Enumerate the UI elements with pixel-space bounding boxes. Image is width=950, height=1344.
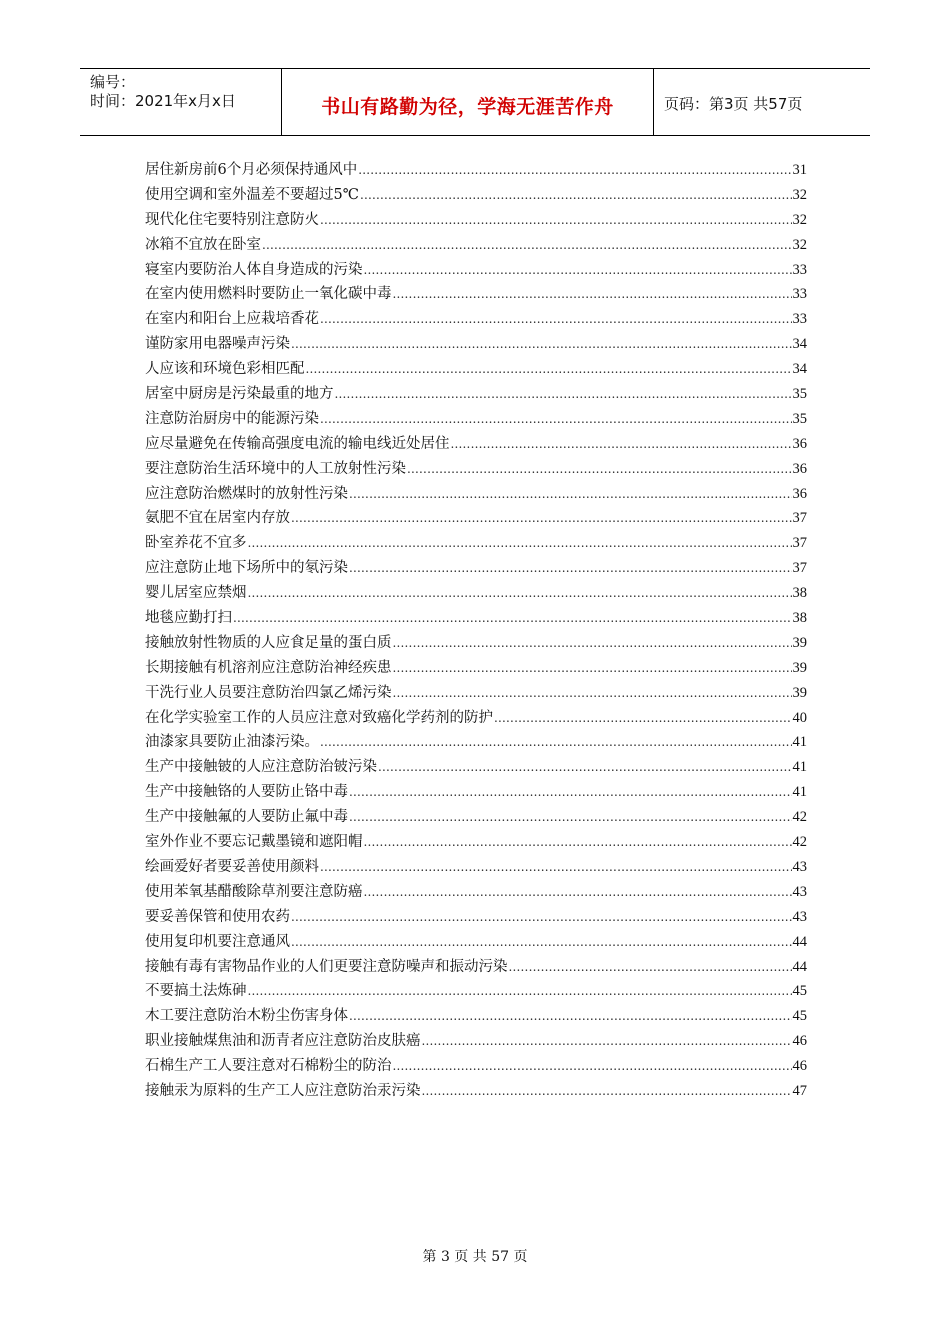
toc-leader-dots	[364, 830, 792, 855]
toc-entry-title: 注意防治厨房中的能源污染	[145, 410, 319, 427]
toc-entry-page: 45	[792, 983, 807, 1000]
toc-entry-page: 32	[792, 186, 807, 203]
toc-entry-page: 41	[792, 759, 807, 776]
toc-entry-title: 居住新房前6个月必须保持通风中	[145, 162, 358, 178]
toc-entry[interactable]	[145, 855, 807, 880]
toc-entry[interactable]	[145, 233, 807, 258]
toc-leader-dots	[349, 482, 792, 507]
toc-entry-page: 32	[792, 236, 807, 253]
toc-entry[interactable]	[145, 432, 807, 457]
toc-entry-title: 生产中接触铍的人应注意防治铍污染	[145, 759, 377, 776]
toc-entry-page: 37	[792, 560, 807, 577]
toc-leader-dots	[248, 581, 792, 606]
toc-entry-title: 使用复印机要注意通风	[145, 933, 290, 950]
toc-leader-dots	[360, 183, 792, 208]
toc-entry-page: 33	[792, 286, 807, 303]
toc-leader-dots	[320, 730, 792, 755]
toc-entry-page: 44	[792, 933, 807, 950]
toc-entry[interactable]	[145, 606, 807, 631]
toc-entry-page: 42	[792, 809, 807, 826]
toc-entry[interactable]	[145, 282, 807, 307]
toc-entry-title: 干洗行业人员要注意防治四氯乙烯污染	[145, 684, 392, 701]
toc-entry-title: 在室内使用燃料时要防止一氧化碳中毒	[145, 286, 392, 303]
toc-entry-title: 地毯应勤打扫	[145, 610, 232, 627]
toc-leader-dots	[349, 1004, 792, 1029]
toc-leader-dots	[451, 432, 792, 457]
toc-leader-dots	[262, 233, 792, 258]
toc-leader-dots	[349, 780, 792, 805]
header-motto: 书山有路勤为径，学海无涯苦作舟	[282, 69, 654, 135]
toc-entry-title: 不要搞土法炼砷	[145, 983, 247, 1000]
toc-leader-dots	[291, 930, 792, 955]
toc-entry[interactable]	[145, 457, 807, 482]
toc-leader-dots	[393, 1054, 792, 1079]
toc-leader-dots	[248, 979, 792, 1004]
toc-entry-title: 应注意防治燃煤时的放射性污染	[145, 485, 348, 502]
toc-entry-title: 要注意防治生活环境中的人工放射性污染	[145, 460, 406, 477]
toc-entry[interactable]	[145, 357, 807, 382]
toc-entry[interactable]	[145, 208, 807, 233]
toc-entry-title: 应注意防止地下场所中的氡污染	[145, 560, 348, 577]
toc-entry-title: 生产中接触铬的人要防止铬中毒	[145, 784, 348, 801]
toc-entry-page: 36	[792, 460, 807, 477]
toc-entry-title: 冰箱不宜放在卧室	[145, 236, 261, 253]
toc-entry-title: 接触有毒有害物品作业的人们更要注意防噪声和振动污染	[145, 958, 508, 975]
toc-entry-title: 氨肥不宜在居室内存放	[145, 510, 290, 527]
toc-leader-dots	[233, 606, 792, 631]
toc-entry-page: 41	[792, 734, 807, 751]
toc-entry-page: 43	[792, 858, 807, 875]
toc-leader-dots	[320, 307, 792, 332]
toc-entry-page: 37	[792, 510, 807, 527]
toc-entry-page: 36	[792, 485, 807, 502]
toc-entry-title: 卧室养花不宜多	[145, 535, 247, 552]
toc-entry-title: 人应该和环境色彩相匹配	[145, 361, 305, 378]
toc-leader-dots	[393, 656, 792, 681]
toc-leader-dots	[320, 208, 792, 233]
toc-leader-dots	[248, 531, 792, 556]
toc-entry-title: 要妥善保管和使用农药	[145, 908, 290, 925]
toc-entry[interactable]	[145, 1029, 807, 1054]
toc-entry-title: 在化学实验室工作的人员应注意对致癌化学药剂的防护	[145, 709, 493, 726]
toc-entry[interactable]	[145, 506, 807, 531]
toc-entry-page: 39	[792, 659, 807, 676]
toc-entry[interactable]	[145, 556, 807, 581]
toc-entry-page: 38	[792, 585, 807, 602]
toc-entry-title: 石棉生产工人要注意对石棉粉尘的防治	[145, 1058, 392, 1075]
page-header	[80, 68, 870, 136]
toc-entry-title: 使用空调和室外温差不要超过5℃	[145, 186, 359, 203]
toc-entry-page: 35	[792, 386, 807, 403]
toc-leader-dots	[364, 880, 792, 905]
toc-entry-page: 41	[792, 784, 807, 801]
toc-entry-page: 35	[792, 410, 807, 427]
toc-entry-title: 生产中接触氟的人要防止氟中毒	[145, 809, 348, 826]
toc-leader-dots	[291, 905, 792, 930]
toc-leader-dots	[349, 805, 792, 830]
toc-entry-page: 39	[792, 684, 807, 701]
toc-entry[interactable]	[145, 955, 807, 980]
toc-entry-title: 木工要注意防治木粉尘伤害身体	[145, 1008, 348, 1025]
toc-entry-page: 34	[792, 336, 807, 353]
toc-leader-dots	[306, 357, 792, 382]
toc-entry[interactable]	[145, 531, 807, 556]
toc-entry[interactable]	[145, 1054, 807, 1079]
toc-entry-page: 45	[792, 1008, 807, 1025]
toc-entry-page: 40	[792, 709, 807, 726]
toc-leader-dots	[291, 506, 792, 531]
toc-entry-title: 绘画爱好者要妥善使用颜料	[145, 858, 319, 875]
toc-entry-page: 36	[792, 435, 807, 452]
table-of-contents	[145, 158, 807, 1104]
toc-entry-page: 47	[792, 1082, 807, 1099]
toc-entry[interactable]	[145, 656, 807, 681]
toc-entry[interactable]	[145, 158, 807, 183]
toc-leader-dots	[422, 1079, 792, 1104]
toc-leader-dots	[393, 631, 792, 656]
toc-entry[interactable]	[145, 183, 807, 208]
toc-entry-page: 42	[792, 834, 807, 851]
toc-entry-page: 43	[792, 883, 807, 900]
toc-entry-title: 长期接触有机溶剂应注意防治神经疾患	[145, 659, 392, 676]
toc-entry[interactable]	[145, 332, 807, 357]
toc-entry[interactable]	[145, 1004, 807, 1029]
toc-leader-dots	[494, 706, 792, 731]
toc-entry-title: 婴儿居室应禁烟	[145, 585, 247, 602]
page-footer: 第 3 页 共 57 页	[422, 1249, 528, 1265]
toc-entry[interactable]	[145, 307, 807, 332]
toc-entry-page: 33	[792, 261, 807, 278]
toc-entry[interactable]	[145, 482, 807, 507]
header-meta	[80, 69, 282, 135]
toc-entry[interactable]	[145, 805, 807, 830]
toc-leader-dots	[358, 158, 791, 183]
toc-entry-page: 37	[792, 535, 807, 552]
header-date: 时间：2021年x月x日	[90, 92, 236, 110]
toc-entry-page: 43	[792, 908, 807, 925]
toc-leader-dots	[393, 282, 792, 307]
toc-entry-page: 32	[792, 211, 807, 228]
toc-entry[interactable]	[145, 1079, 807, 1104]
toc-entry[interactable]	[145, 407, 807, 432]
toc-entry-title: 居室中厨房是污染最重的地方	[145, 386, 334, 403]
toc-entry-title: 接触汞为原料的生产工人应注意防治汞污染	[145, 1082, 421, 1099]
toc-leader-dots	[335, 382, 792, 407]
toc-entry[interactable]	[145, 730, 807, 755]
toc-entry-page: 46	[792, 1033, 807, 1050]
toc-entry[interactable]	[145, 681, 807, 706]
header-page-info: 页码：第3页 共57页	[664, 94, 803, 113]
toc-entry-title: 应尽量避免在传输高强度电流的输电线近处居住	[145, 435, 450, 452]
toc-entry-title: 谨防家用电器噪声污染	[145, 336, 290, 353]
toc-leader-dots	[320, 855, 792, 880]
toc-leader-dots	[378, 755, 792, 780]
toc-entry-title: 室外作业不要忘记戴墨镜和遮阳帽	[145, 834, 363, 851]
toc-entry[interactable]	[145, 258, 807, 283]
toc-entry-title: 接触放射性物质的人应食足量的蛋白质	[145, 634, 392, 651]
toc-entry-title: 使用苯氧基醋酸除草剂要注意防癌	[145, 883, 363, 900]
header-number-label: 编号：	[90, 73, 136, 91]
toc-entry[interactable]	[145, 905, 807, 930]
toc-entry-title: 油漆家具要防止油漆污染。	[145, 734, 319, 751]
toc-leader-dots	[407, 457, 792, 482]
toc-entry-title: 在室内和阳台上应栽培香花	[145, 311, 319, 328]
toc-entry-title: 寝室内要防治人体自身造成的污染	[145, 261, 363, 278]
toc-leader-dots	[320, 407, 792, 432]
toc-entry[interactable]	[145, 382, 807, 407]
toc-leader-dots	[509, 955, 792, 980]
toc-entry-page: 31	[792, 162, 807, 178]
toc-entry[interactable]	[145, 830, 807, 855]
toc-entry[interactable]	[145, 755, 807, 780]
toc-leader-dots	[422, 1029, 792, 1054]
toc-entry-page: 46	[792, 1058, 807, 1075]
toc-leader-dots	[393, 681, 792, 706]
toc-entry[interactable]	[145, 979, 807, 1004]
toc-entry[interactable]	[145, 581, 807, 606]
toc-entry-page: 39	[792, 634, 807, 651]
toc-entry-page: 38	[792, 610, 807, 627]
toc-entry-page: 33	[792, 311, 807, 328]
toc-entry-page: 44	[792, 958, 807, 975]
toc-leader-dots	[364, 258, 792, 283]
toc-leader-dots	[291, 332, 792, 357]
toc-entry[interactable]	[145, 706, 807, 731]
toc-entry[interactable]	[145, 880, 807, 905]
toc-entry-page: 34	[792, 361, 807, 378]
toc-entry-title: 现代化住宅要特别注意防火	[145, 211, 319, 228]
toc-entry[interactable]	[145, 930, 807, 955]
toc-entry[interactable]	[145, 631, 807, 656]
toc-entry-title: 职业接触煤焦油和沥青者应注意防治皮肤癌	[145, 1033, 421, 1050]
toc-leader-dots	[349, 556, 792, 581]
toc-entry[interactable]	[145, 780, 807, 805]
